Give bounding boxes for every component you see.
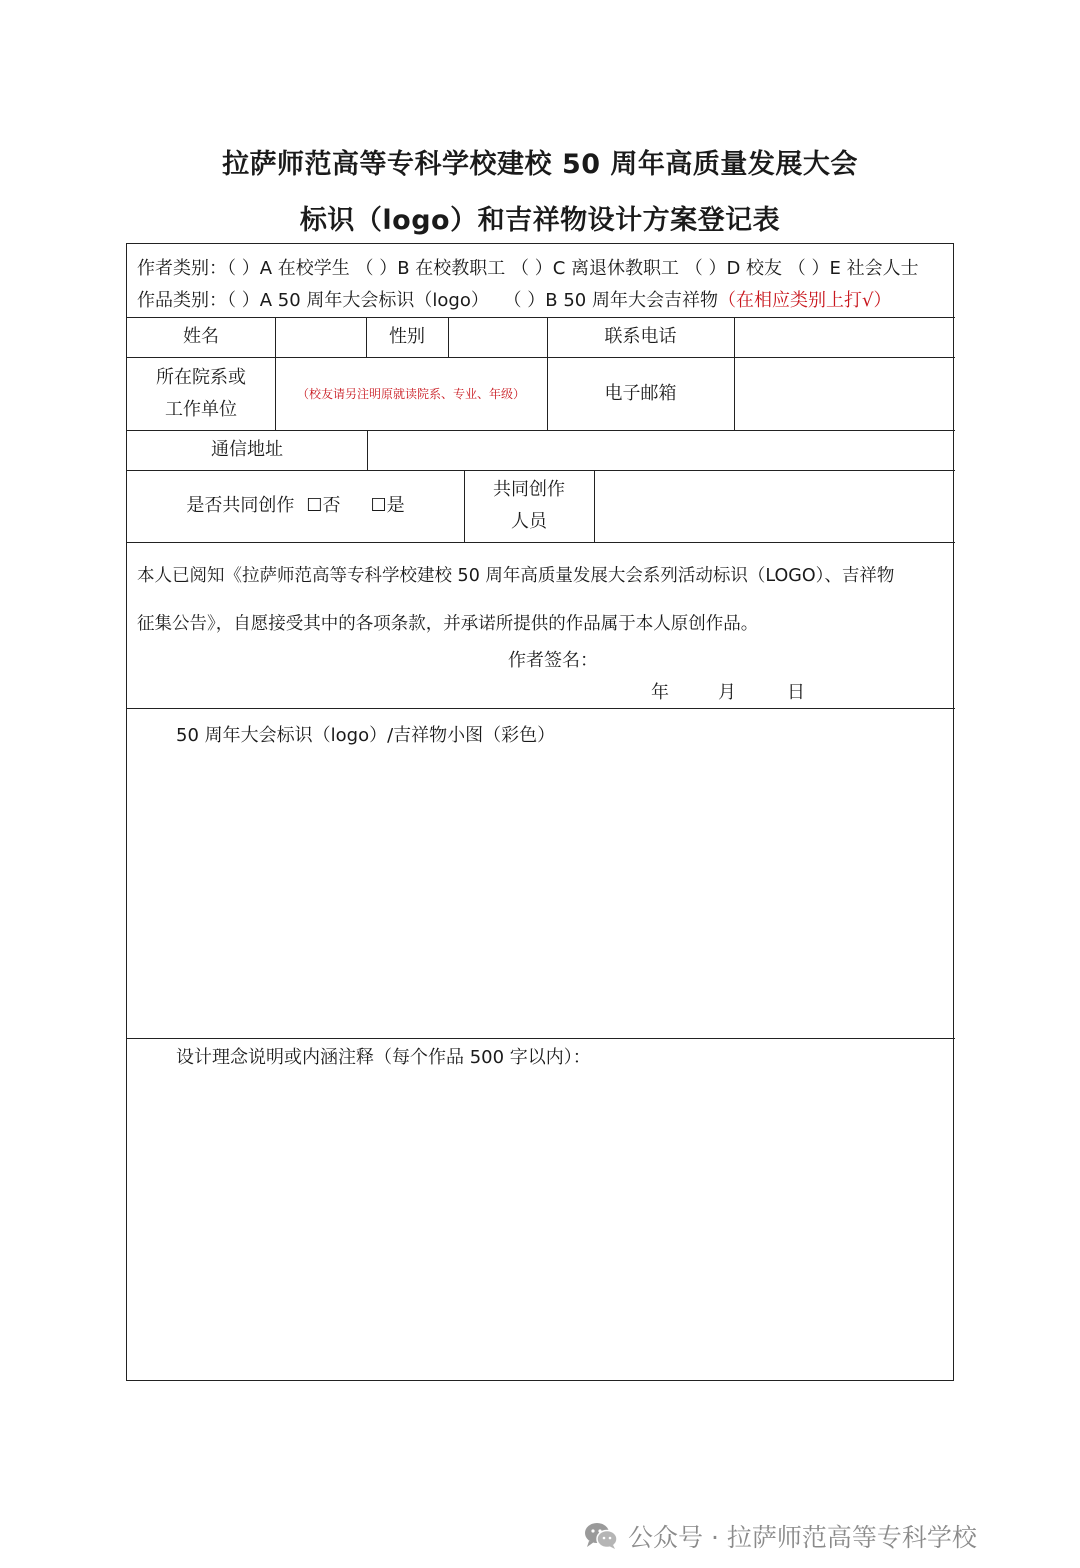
image-section-label: 50 周年大会标识（logo）/吉祥物小图（彩色） xyxy=(176,725,556,746)
gender-label: 性别 xyxy=(389,326,425,347)
dept-label-line1: 所在院系或 xyxy=(156,366,246,388)
dept-label-line2: 工作单位 xyxy=(165,398,237,420)
checkbox-no-icon[interactable]: ☐ xyxy=(306,495,323,516)
address-field[interactable] xyxy=(367,430,955,470)
declaration-line1: 本人已阅知《拉萨师范高等专科学校建校 50 周年高质量发展大会系列活动标识（LOGO）、吉祥物 xyxy=(137,566,895,586)
address-label: 通信地址 xyxy=(211,439,283,460)
dept-note: （校友请另注明原就读院系、专业、年级） xyxy=(296,386,525,401)
signature-year: 年 xyxy=(651,682,669,703)
footer-text: 公众号 · 拉萨师范高等专科学校 xyxy=(628,1523,977,1552)
phone-label: 联系电话 xyxy=(604,326,677,347)
row-divider xyxy=(127,1038,955,1039)
name-label: 姓名 xyxy=(183,326,219,347)
dept-field[interactable] xyxy=(275,357,547,430)
row-divider xyxy=(127,708,955,709)
wechat-icon xyxy=(584,1522,618,1550)
co-create-row xyxy=(127,470,464,542)
form-title-line1: 拉萨师范高等专科学校建校 50 周年高质量发展大会 xyxy=(222,149,858,180)
email-field[interactable] xyxy=(734,357,955,430)
row-divider xyxy=(127,542,955,543)
co-creators-field[interactable] xyxy=(594,470,955,542)
phone-field[interactable] xyxy=(734,317,955,357)
description-section-label: 设计理念说明或内涵注释（每个作品 500 字以内）： xyxy=(176,1047,591,1068)
work-category-note: （在相应类别上打√） xyxy=(717,290,892,311)
email-label: 电子邮箱 xyxy=(604,382,677,404)
option-yes[interactable]: ☐是 xyxy=(370,495,405,516)
co-creators-label-line1: 共同创作 xyxy=(493,479,565,500)
wechat-footer xyxy=(584,1520,977,1552)
co-create-label: 是否共同创作 xyxy=(186,495,295,516)
option-no[interactable]: ☐否 xyxy=(306,495,341,516)
work-category-text: 作品类别：（ ）A 50 周年大会标识（logo） （ ）B 50 周年大会吉祥物 xyxy=(137,290,718,311)
signature-day: 日 xyxy=(787,682,805,703)
co-creators-label xyxy=(464,470,594,542)
signature-label: 作者签名： xyxy=(508,650,598,671)
author-category-row xyxy=(137,254,919,280)
declaration-line2: 征集公告》，自愿接受其中的各项条款，并承诺所提供的作品属于本人原创作品。 xyxy=(137,614,759,634)
form-title-line2: 标识（logo）和吉祥物设计方案登记表 xyxy=(299,205,781,236)
description-area[interactable] xyxy=(127,1074,955,1380)
image-upload-area[interactable] xyxy=(127,749,955,1037)
author-category-text: 作者类别：（ ）A 在校学生 （ ）B 在校教职工 （ ）C 离退休教职工 （ ）D 校友 （ ）E 社会人士 xyxy=(137,258,919,279)
dept-label xyxy=(127,357,275,430)
name-field[interactable] xyxy=(275,317,366,357)
work-category-row xyxy=(137,286,891,312)
signature-month: 月 xyxy=(718,682,736,703)
gender-field[interactable] xyxy=(448,317,547,357)
co-creators-label-line2: 人员 xyxy=(511,511,547,532)
checkbox-yes-icon[interactable]: ☐ xyxy=(370,495,387,516)
registration-form xyxy=(126,243,954,1381)
